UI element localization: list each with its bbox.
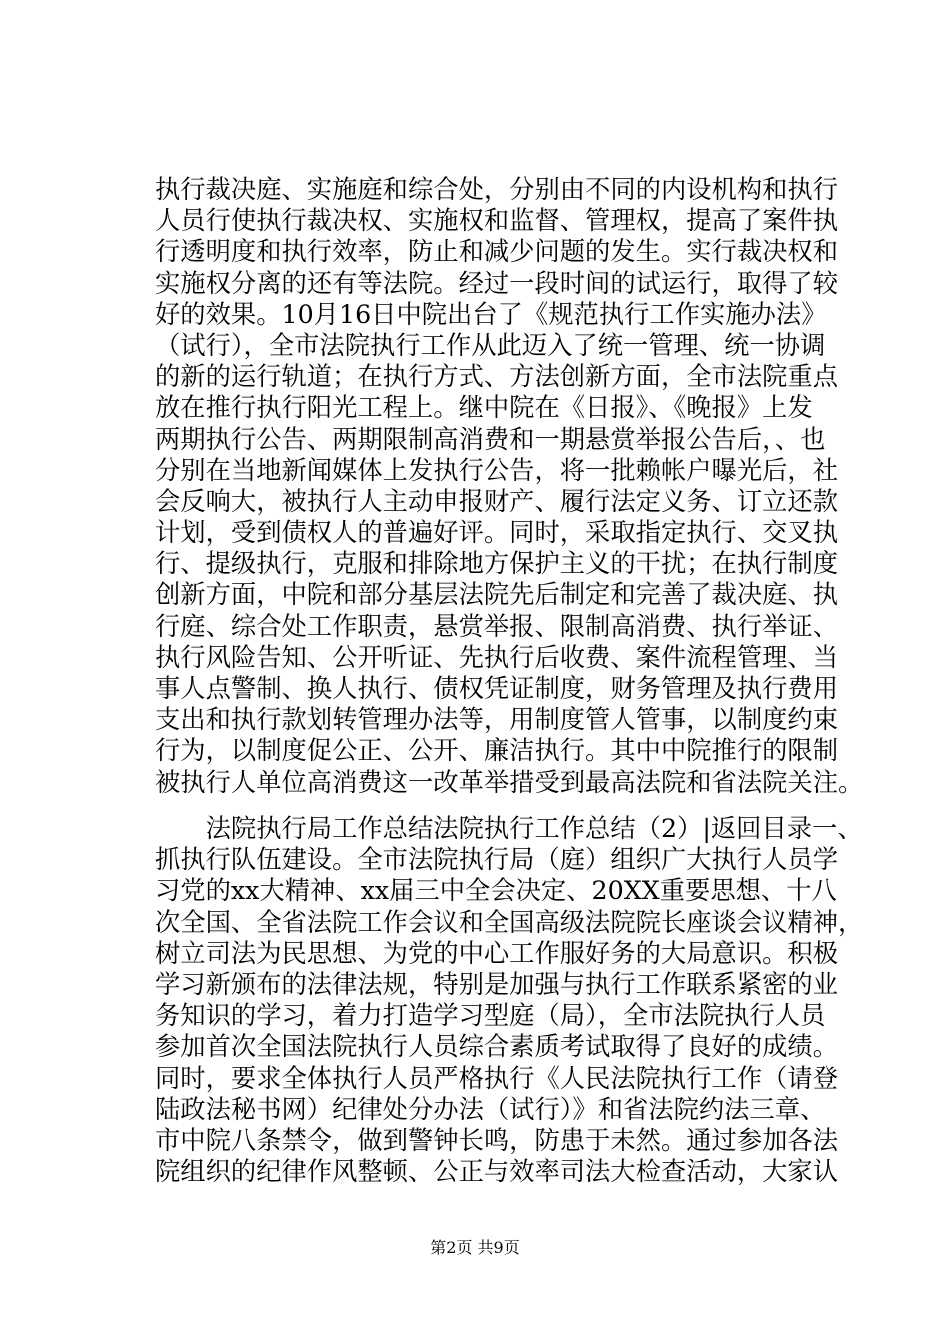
text-line: 事人点警制、换人执行、债权凭证制度，财务管理及执行费用 <box>155 674 839 703</box>
text-line: 执行裁决庭、实施庭和综合处，分别由不同的内设机构和执行 <box>155 175 839 204</box>
text-line: 执行风险告知、公开听证、先执行后收费、案件流程管理、当 <box>155 642 839 672</box>
text-line: 实施权分离的还有等法院。经过一段时间的试运行，取得了较 <box>155 268 839 298</box>
text-line: 务知识的学习，着力打造学习型庭（局），全市法院执行人员 <box>155 1001 826 1031</box>
text-line: 的新的运行轨道；在执行方式、方法创新方面，全市法院重点 <box>155 362 839 392</box>
text-line: 被执行人单位高消费这一改革举措受到最高法院和省法院关注。 <box>155 767 864 797</box>
text-line: 抓执行队伍建设。全市法院执行局（庭）组织广大执行人员学 <box>155 845 839 875</box>
text-line: 习党的xx大精神、xx届三中全会决定、20XX重要思想、十八 <box>155 876 837 906</box>
text-line: 好的效果。10月16日中院出台了《规范执行工作实施办法》 <box>155 299 827 329</box>
text-line: 创新方面，中院和部分基层法院先后制定和完善了裁决庭、执 <box>155 580 839 610</box>
paragraph-2 <box>155 813 864 1187</box>
page-number-footer: 第2页 共9页 <box>430 1238 520 1257</box>
text-line: 参加首次全国法院执行人员综合素质考试取得了良好的成绩。 <box>155 1032 839 1062</box>
text-line: 院组织的纪律作风整顿、公正与效率司法大检查活动，大家认 <box>155 1157 839 1187</box>
text-line: （试行），全市法院执行工作从此迈入了统一管理、统一协调 <box>155 330 826 360</box>
text-line: 两期执行公告、两期限制高消费和一期悬赏举报公告后，、也 <box>155 424 826 454</box>
text-line: 人员行使执行裁决权、实施权和监督、管理权，提高了案件执 <box>155 206 839 236</box>
text-line: 次全国、全省法院工作会议和全国高级法院院长座谈会议精神， <box>155 907 864 937</box>
text-line: 市中院八条禁令，做到警钟长鸣，防患于未然。通过参加各法 <box>155 1125 839 1155</box>
text-line: 支出和执行款划转管理办法等，用制度管人管事，以制度约束 <box>155 705 839 735</box>
text-line: 同时，要求全体执行人员严格执行《人民法院执行工作（请登 <box>155 1063 839 1093</box>
text-line: 学习新颁布的法律法规，特别是加强与执行工作联系紧密的业 <box>155 969 839 999</box>
text-line: 法院执行局工作总结法院执行工作总结（2）|返回目录一、 <box>155 814 863 843</box>
text-line: 分别在当地新闻媒体上发执行公告，将一批赖帐户曝光后，社 <box>155 455 839 485</box>
text-line: 行为，以制度促公正、公开、廉洁执行。其中中院推行的限制 <box>155 736 839 766</box>
text-line: 计划，受到债权人的普遍好评。同时，采取指定执行、交叉执 <box>155 518 839 548</box>
paragraph-1 <box>155 174 864 798</box>
text-line: 行、提级执行，克服和排除地方保护主义的干扰；在执行制度 <box>155 549 839 579</box>
text-line: 树立司法为民思想、为党的中心工作服好务的大局意识。积极 <box>155 938 839 968</box>
text-line: 会反响大，被执行人主动申报财产、履行法定义务、订立还款 <box>155 486 839 516</box>
text-line: 行透明度和执行效率，防止和减少问题的发生。实行裁决权和 <box>155 237 839 267</box>
text-line: 行庭、综合处工作职责，悬赏举报、限制高消费、执行举证、 <box>155 611 839 641</box>
text-line: 陆政法秘书网）纪律处分办法（试行）》和省法院约法三章、 <box>155 1094 826 1124</box>
text-line: 放在推行执行阳光工程上。继中院在《日报》、《晚报》上发 <box>155 393 813 423</box>
